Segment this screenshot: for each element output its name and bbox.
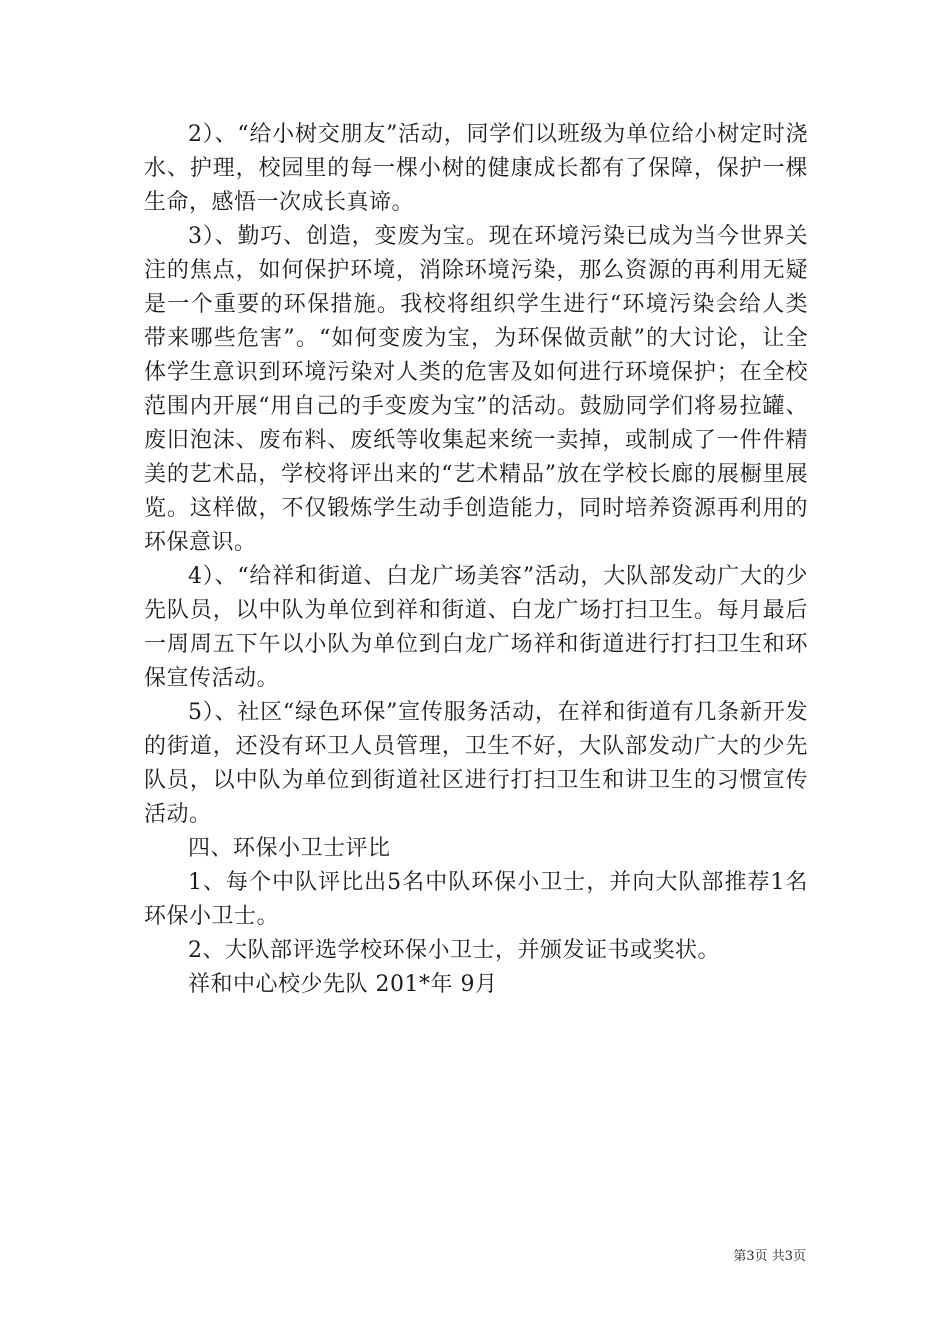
paragraph-evaluation-1: 1、每个中队评比出5名中队环保小卫士，并向大队部推荐1名环保小卫士。 bbox=[144, 870, 808, 929]
paragraph-activity-3: 3）、勤巧、创造，变废为宝。现在环境污染已成为当今世界关注的焦点，如何保护环境，消除环境污染，那么资源的再利用无疑是一个重要的环保措施。我校将组织学生进行“环境污染会给人类带来哪些危害”。“如何变废为宝，为环保做贡献”的大讨论，让全体学生意识到环境污染对人类的危害及如何进行环境保护；在全校范围内开展“用自己的手变废为宝”的活动。鼓励同学们将易拉罐、废旧泡沫、废布料、废纸等收集起来统一卖掉，或制成了一件件精美的艺术品，学校将评出来的“艺术精品”放在学校长廊的展橱里展览。这样做，不仅锻炼学生动手创造能力，同时培养资源再利用的环保意识。 bbox=[144, 224, 808, 555]
document-body bbox=[144, 118, 808, 1002]
page-number-footer: 第3页 共3页 bbox=[733, 1249, 806, 1264]
signature-line: 祥和中心校少先队 201*年 9月 bbox=[188, 972, 498, 997]
paragraph-evaluation-2: 2、大队部评选学校环保小卫士，并颁发证书或奖状。 bbox=[188, 938, 720, 963]
paragraph-activity-5: 5）、社区“绿色环保”宣传服务活动，在祥和街道有几条新开发的街道，还没有环卫人员管理，卫生不好，大队部发动广大的少先队员，以中队为单位到街道社区进行打扫卫生和讲卫生的习惯宣传活动。 bbox=[144, 700, 808, 827]
paragraph-activity-2: 2）、“给小树交朋友”活动，同学们以班级为单位给小树定时浇水、护理，校园里的每一棵小树的健康成长都有了保障，保护一棵生命，感悟一次成长真谛。 bbox=[144, 122, 808, 215]
paragraph-activity-4: 4）、“给祥和街道、白龙广场美容”活动，大队部发动广大的少先队员，以中队为单位到祥和街道、白龙广场打扫卫生。每月最后一周周五下午以小队为单位到白龙广场祥和街道进行打扫卫生和环保宣传活动。 bbox=[144, 564, 808, 691]
section-heading: 四、环保小卫士评比 bbox=[188, 836, 391, 861]
